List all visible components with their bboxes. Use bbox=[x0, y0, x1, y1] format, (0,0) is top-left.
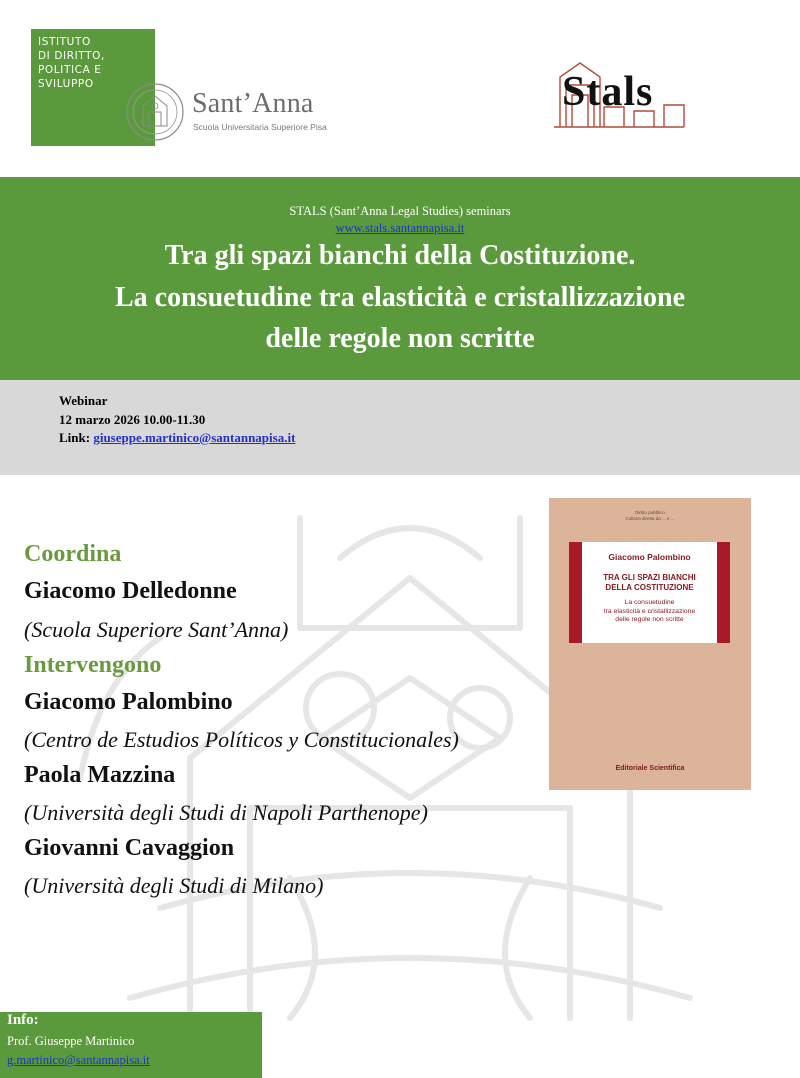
university-subtitle: Scuola Universitaria Superiore Pisa bbox=[193, 122, 327, 132]
speaker-name: Giacomo Palombino bbox=[24, 689, 233, 715]
book-title: TRA GLI SPAZI BIANCHI DELLA COSTITUZIONE bbox=[603, 573, 696, 592]
book-series-text: Diritto pubblico Collana diretta da ... e ... bbox=[625, 510, 675, 521]
speaker-affiliation: (Università degli Studi di Milano) bbox=[24, 873, 324, 898]
event-link-row bbox=[59, 430, 295, 446]
chair-affiliation: (Scuola Superiore Sant’Anna) bbox=[24, 617, 289, 642]
santanna-seal-icon bbox=[125, 82, 185, 142]
speaker-affiliation: (Università degli Studi di Napoli Parthenope) bbox=[24, 800, 428, 825]
event-datetime: 12 marzo 2026 10.00-11.30 bbox=[59, 412, 206, 427]
institute-logo-line: SVILUPPO bbox=[38, 78, 94, 90]
contact-email-link[interactable]: g.martinico@santannapisa.it bbox=[7, 1053, 150, 1067]
book-cover bbox=[549, 498, 751, 790]
institute-logo-line: POLITICA E bbox=[38, 64, 102, 76]
webinar-email-link[interactable]: giuseppe.martinico@santannapisa.it bbox=[93, 430, 296, 445]
info-label: Info: bbox=[7, 1012, 39, 1028]
seminar-series: STALS (Sant’Anna Legal Studies) seminars bbox=[289, 204, 511, 218]
book-author: Giacomo Palombino bbox=[608, 552, 691, 562]
event-title-line: delle regole non scritte bbox=[265, 323, 535, 354]
speaker-name: Paola Mazzina bbox=[24, 762, 176, 788]
stals-logo-text: Stals bbox=[562, 69, 654, 115]
speaker-affiliation: (Centro de Estudios Políticos y Constitucionales) bbox=[24, 727, 459, 752]
book-title-panel bbox=[582, 542, 717, 643]
series-website-link[interactable]: www.stals.santannapisa.it bbox=[335, 221, 465, 235]
event-link-label: Link: bbox=[59, 430, 91, 445]
contact-name: Prof. Giuseppe Martinico bbox=[7, 1034, 135, 1048]
speakers-heading: Intervengono bbox=[24, 652, 162, 678]
speaker-name: Giovanni Cavaggion bbox=[24, 835, 235, 861]
event-title-line: Tra gli spazi bianchi della Costituzione. bbox=[164, 240, 636, 271]
chair-name: Giacomo Delledonne bbox=[24, 578, 237, 604]
event-title-line: La consuetudine tra elasticità e cristallizzazione bbox=[115, 282, 685, 313]
institute-logo-line: ISTITUTO bbox=[38, 36, 91, 48]
book-subtitle: La consuetudine tra elasticità e cristallizzazione delle regole non scritte bbox=[603, 599, 696, 623]
book-cover-strip bbox=[569, 542, 582, 643]
event-format: Webinar bbox=[59, 393, 108, 408]
institute-logo-line: DI DIRITTO, bbox=[38, 50, 105, 62]
chair-heading: Coordina bbox=[24, 541, 122, 567]
university-name: Sant’Anna bbox=[192, 88, 314, 119]
book-cover-strip bbox=[717, 542, 730, 643]
book-publisher: Editoriale Scientifica bbox=[615, 765, 685, 772]
